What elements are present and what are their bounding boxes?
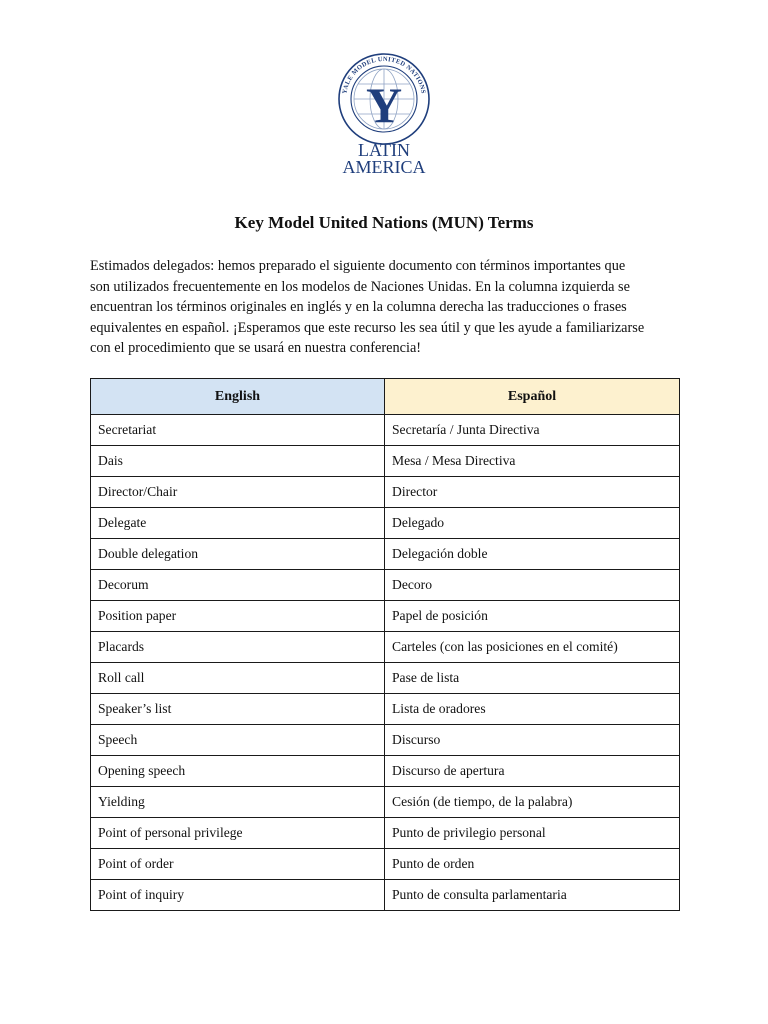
header-spanish: Español (385, 379, 680, 415)
term-spanish: Delegado (385, 508, 680, 539)
term-spanish: Pase de lista (385, 663, 680, 694)
term-english: Delegate (91, 508, 385, 539)
table-row (91, 446, 680, 477)
table-row (91, 632, 680, 663)
term-spanish: Delegación doble (385, 539, 680, 570)
term-english: Point of personal privilege (91, 818, 385, 849)
term-spanish: Secretaría / Junta Directiva (385, 415, 680, 446)
logo-line-latin: LATIN (358, 140, 410, 160)
header-english: English (91, 379, 385, 415)
term-spanish: Discurso de apertura (385, 756, 680, 787)
term-spanish: Punto de orden (385, 849, 680, 880)
term-spanish: Mesa / Mesa Directiva (385, 446, 680, 477)
term-english: Speaker’s list (91, 694, 385, 725)
term-english: Dais (91, 446, 385, 477)
table-row (91, 756, 680, 787)
term-english: Position paper (91, 601, 385, 632)
intro-line: son utilizados frecuentemente en los modelos de Naciones Unidas. En la columna izquierda se (90, 278, 630, 295)
table-row (91, 601, 680, 632)
table-row (91, 725, 680, 756)
table-row (91, 818, 680, 849)
term-english: Opening speech (91, 756, 385, 787)
term-english: Director/Chair (91, 477, 385, 508)
term-english: Double delegation (91, 539, 385, 570)
term-spanish: Lista de oradores (385, 694, 680, 725)
table-row (91, 787, 680, 818)
table-row (91, 694, 680, 725)
term-english: Placards (91, 632, 385, 663)
intro-line: encuentran los términos originales en inglés y en la columna derecha las traducciones o frases (90, 299, 627, 316)
term-spanish: Decoro (385, 570, 680, 601)
term-english: Decorum (91, 570, 385, 601)
table-row (91, 415, 680, 446)
term-english: Point of order (91, 849, 385, 880)
term-spanish: Punto de privilegio personal (385, 818, 680, 849)
table-row (91, 570, 680, 601)
table-row (91, 880, 680, 911)
seal-letter: Y (365, 77, 403, 133)
term-spanish: Punto de consulta parlamentaria (385, 880, 680, 911)
intro-line: con el procedimiento que se usará en nuestra conferencia! (90, 340, 422, 357)
intro-paragraph (90, 256, 680, 359)
term-spanish: Papel de posición (385, 601, 680, 632)
term-spanish: Discurso (385, 725, 680, 756)
document-title: Key Model United Nations (MUN) Terms (234, 213, 534, 232)
seal-ring-text: YALE MODEL UNITED NATIONS (341, 55, 427, 95)
term-spanish: Cesión (de tiempo, de la palabra) (385, 787, 680, 818)
table-row (91, 849, 680, 880)
ymun-latin-america-logo (0, 52, 768, 176)
term-english: Secretariat (91, 415, 385, 446)
table-row (91, 539, 680, 570)
term-spanish: Director (385, 477, 680, 508)
term-spanish: Carteles (con las posiciones en el comité) (385, 632, 680, 663)
table-row (91, 477, 680, 508)
logo-line-america: AMERICA (342, 157, 426, 176)
table-row (91, 508, 680, 539)
term-english: Point of inquiry (91, 880, 385, 911)
table-header-row (91, 379, 680, 415)
intro-line: Estimados delegados: hemos preparado el siguiente documento con términos importantes que (90, 258, 626, 274)
term-english: Yielding (91, 787, 385, 818)
table-row (91, 663, 680, 694)
term-english: Roll call (91, 663, 385, 694)
intro-line: equivalentes en español. ¡Esperamos que este recurso les sea útil y que les ayude a familiarizarse (90, 319, 645, 336)
terms-table (90, 378, 680, 911)
ymun-seal-icon (334, 52, 434, 176)
term-english: Speech (91, 725, 385, 756)
